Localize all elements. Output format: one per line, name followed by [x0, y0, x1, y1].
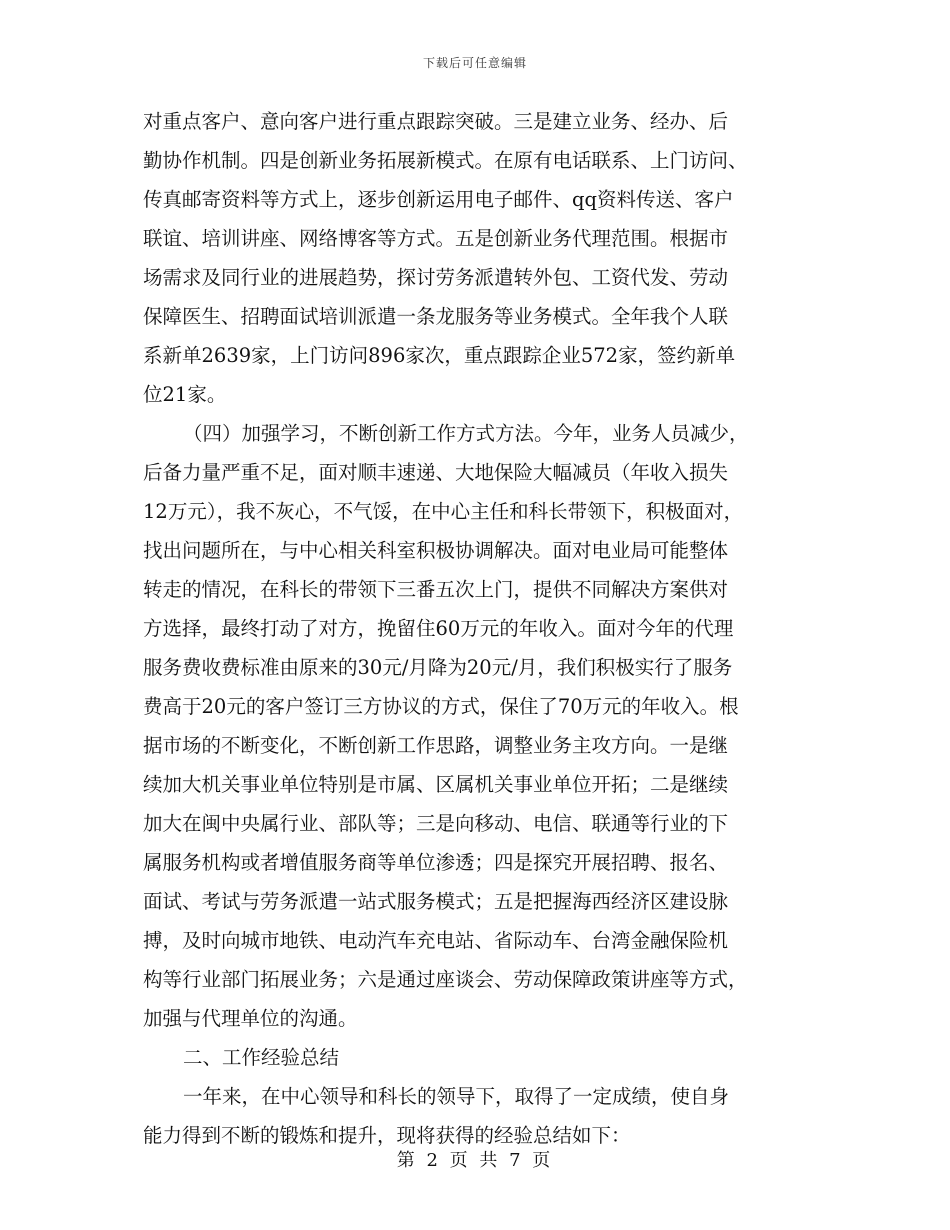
text-line: 加大在闽中央属行业、部队等；三是向移动、电信、联通等行业的下 — [143, 812, 729, 835]
text-line: 转走的情况，在科长的带领下三番五次上门，提供不同解决方案供对 — [143, 578, 729, 601]
page-header: 下载后可任意编辑 — [422, 56, 527, 70]
text-line: 服务费收费标准由原来的30元/月降为20元/月，我们积极实行了服务 — [143, 656, 733, 679]
text-line: 后备力量严重不足，面对顺丰速递、大地保险大幅减员（年收入损失 — [143, 461, 729, 484]
text-line: 据市场的不断变化，不断创新工作思路，调整业务主攻方向。一是继 — [143, 734, 729, 757]
text-line: 勤协作机制。四是创新业务拓展新模式。在原有电话联系、上门访问、 — [143, 149, 748, 172]
text-line: 加强与代理单位的沟通。 — [143, 1007, 358, 1030]
paragraph-start-line: 一年来，在中心领导和科长的领导下，取得了一定成绩，使自身 — [183, 1085, 730, 1108]
text-line: 联谊、培训讲座、网络博客等方式。五是创新业务代理范围。根据市 — [143, 227, 729, 250]
text-line: 位21家。 — [143, 383, 227, 406]
text-line: 保障医生、招聘面试培训派遣一条龙服务等业务模式。全年我个人联 — [143, 305, 729, 328]
text-line: 系新单2639家，上门访问896家次，重点跟踪企业572家，签约新单 — [143, 344, 736, 367]
text-line: 续加大机关事业单位特别是市属、区属机关事业单位开拓；二是继续 — [143, 773, 729, 796]
text-line: 属服务机构或者增值服务商等单位渗透；四是探究开展招聘、报名、 — [143, 851, 729, 874]
document-body — [143, 102, 811, 1155]
text-line: 12万元），我不灰心，不气馁，在中心主任和科长带领下，积极面对， — [143, 500, 744, 523]
text-line: 场需求及同行业的进展趋势，探讨劳务派遣转外包、工资代发、劳动 — [143, 266, 729, 289]
text-line: 找出问题所在，与中心相关科室积极协调解决。面对电业局可能整体 — [143, 539, 729, 562]
text-line: 对重点客户、意向客户进行重点跟踪突破。三是建立业务、经办、后 — [143, 110, 729, 133]
text-line: 搏，及时向城市地铁、电动汽车充电站、省际动车、台湾金融保险机 — [143, 929, 729, 952]
text-line: 能力得到不断的锻炼和提升，现将获得的经验总结如下： — [143, 1124, 631, 1147]
text-line: 传真邮寄资料等方式上，逐步创新运用电子邮件、qq资料传送、客户 — [143, 188, 734, 211]
text-line: 方选择，最终打动了对方，挽留住60万元的年收入。面对今年的代理 — [143, 617, 734, 640]
section-heading: 二、工作经验总结 — [183, 1046, 340, 1069]
text-line: 构等行业部门拓展业务；六是通过座谈会、劳动保障政策讲座等方式， — [143, 968, 748, 991]
text-line: 面试、考试与劳务派遣一站式服务模式；五是把握海西经济区建设脉 — [143, 890, 729, 913]
page-number-footer: 第 2 页 共 7 页 — [396, 1150, 554, 1171]
paragraph-start-line: （四）加强学习，不断创新工作方式方法。今年，业务人员减少， — [183, 422, 749, 445]
text-line: 费高于20元的客户签订三方协议的方式，保住了70万元的年收入。根 — [143, 695, 739, 718]
